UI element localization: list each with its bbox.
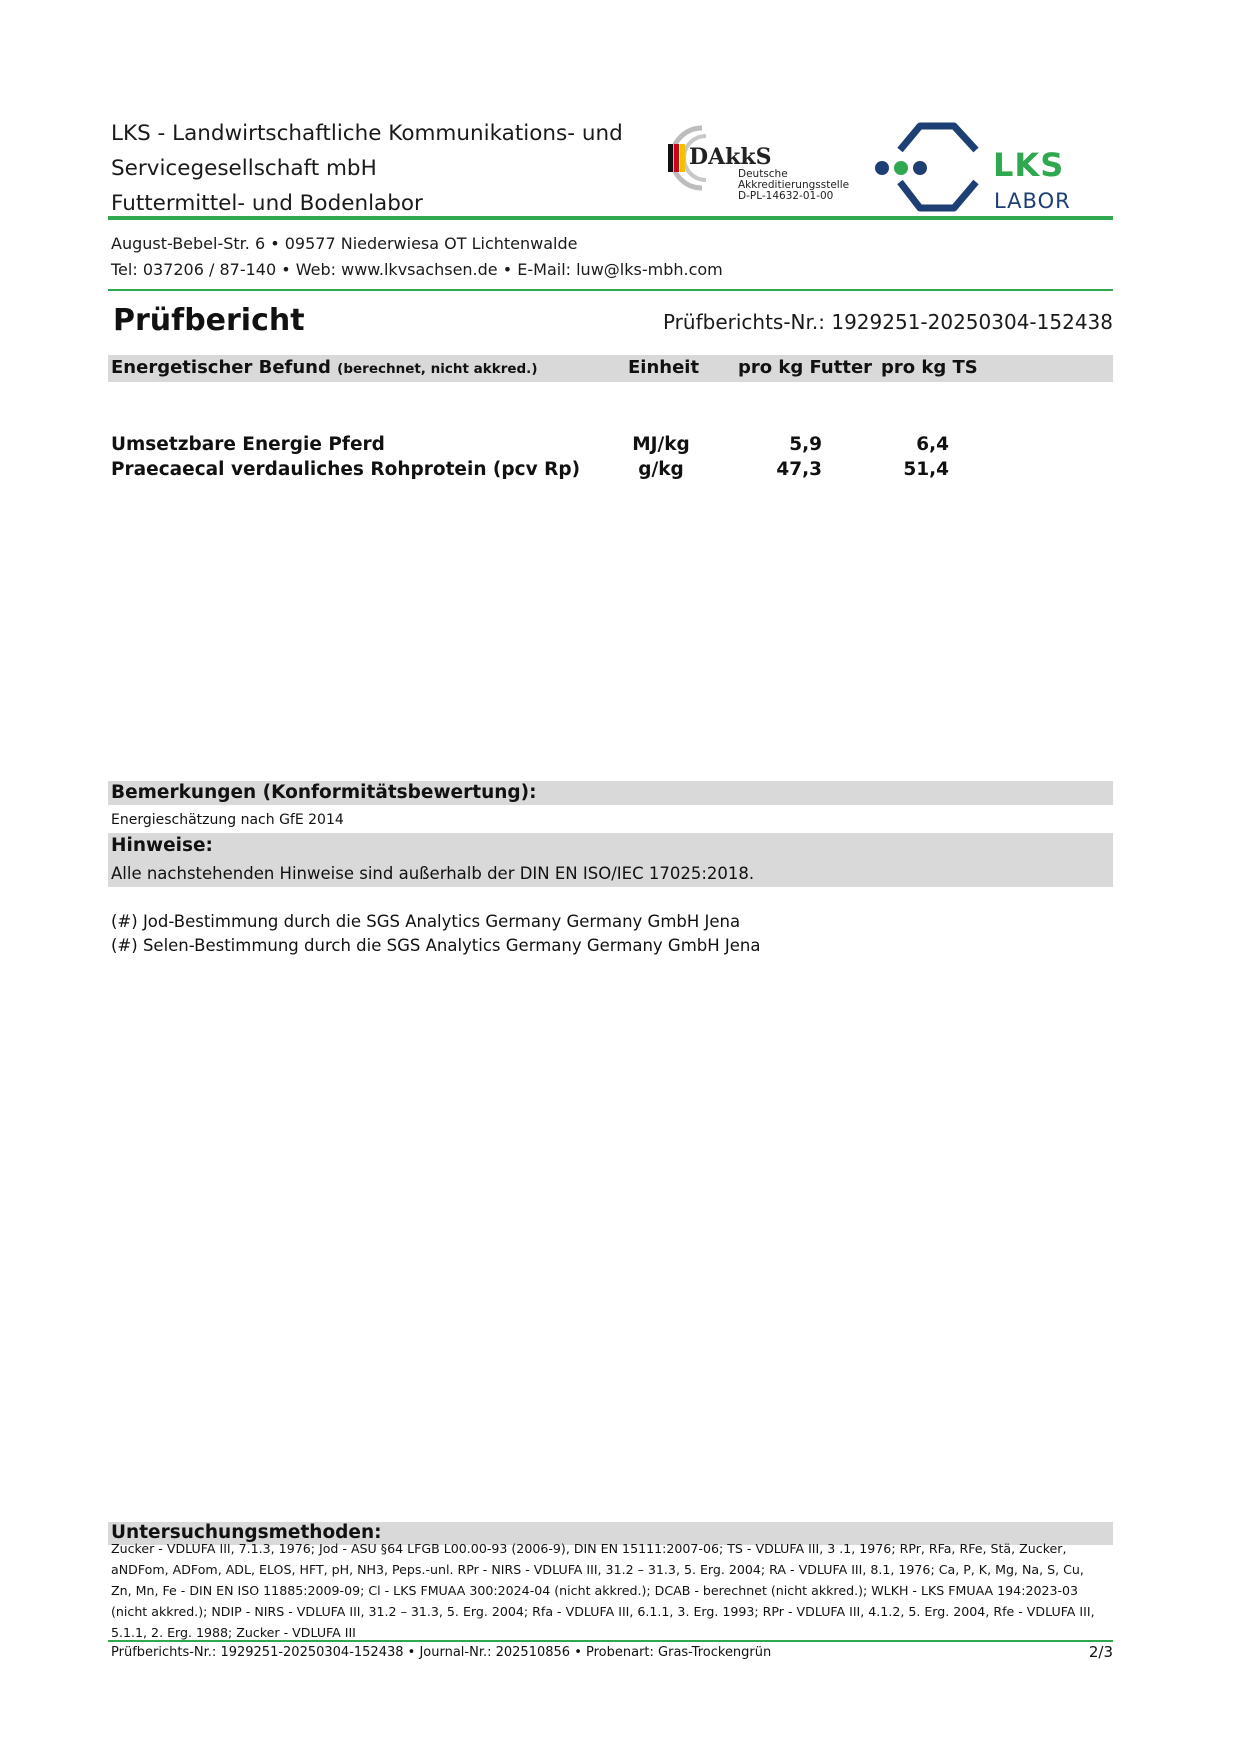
lks-labor-logo	[872, 122, 1082, 214]
remarks-title: Bemerkungen (Konformitätsbewertung):	[111, 782, 537, 803]
page-title: Prüfbericht	[113, 303, 305, 338]
dakks-name: DAkkS	[689, 144, 772, 170]
methods-title: Untersuchungsmethoden:	[111, 1522, 382, 1543]
company-name-line-2: Servicegesellschaft mbH	[111, 156, 377, 181]
lks-octagon-icon	[872, 122, 987, 214]
company-name-line-3: Futtermittel- und Bodenlabor	[111, 191, 423, 216]
table-row-unit: MJ/kg	[632, 434, 690, 455]
hint-note: (#) Selen-Bestimmung durch die SGS Analytics Germany Germany GmbH Jena	[111, 936, 761, 955]
table-row-name: Praecaecal verdauliches Rohprotein (pcv Rp)	[111, 459, 581, 480]
table-row-feed-value: 47,3	[776, 459, 822, 480]
lks-logo-text: LKS	[993, 146, 1065, 184]
dakks-line2: Akkreditierungsstelle	[738, 179, 850, 191]
column-header-feed: pro kg Futter	[738, 357, 873, 378]
table-row-ts-value: 51,4	[903, 459, 949, 480]
table-heading-note: (berechnet, nicht akkred.)	[337, 361, 538, 377]
dakks-line1: Deutsche	[738, 168, 788, 180]
footer-info: Prüfberichts-Nr.: 1929251-20250304-152438 • Journal-Nr.: 202510856 • Probenart: Gras-Trockengrün	[111, 1645, 772, 1660]
table-row-feed-value: 5,9	[789, 434, 822, 455]
contact-info: Tel: 037206 / 87-140 • Web: www.lkvsachsen.de • E-Mail: luw@lks-mbh.com	[111, 260, 723, 279]
address-divider	[108, 289, 1113, 291]
hint-note: (#) Jod-Bestimmung durch die SGS Analytics Germany Germany GmbH Jena	[111, 912, 741, 931]
address: August-Bebel-Str. 6 • 09577 Niederwiesa OT Lichtenwalde	[111, 234, 578, 253]
column-header-ts: pro kg TS	[881, 357, 978, 378]
column-header-unit: Einheit	[628, 357, 700, 378]
table-heading-label: Energetischer Befund	[111, 357, 331, 378]
labor-logo-text: LABOR	[994, 189, 1071, 213]
dakks-logo	[662, 122, 862, 202]
table-row-unit: g/kg	[638, 459, 684, 480]
page-number: 2/3	[1088, 1643, 1113, 1661]
methods-text: Zucker - VDLUFA III, 7.1.3, 1976; Jod - ASU §64 LFGB L00.00-93 (2006-9), DIN EN 15111:2007-06; TS - VDLUFA III, 3 .1, 1976; RPr, RFa, RFe, Stä, Zucker, aNDFom, ADFom, ADL, ELOS, HFT, pH, NH3, Peps.-unl. RPr - NIRS - VDLUFA III, 31.2 – 31.3, 5. Erg. 2004; RA - VDLUFA III, 8.1, 1976; Ca, P, K, Mg, Na, S, Cu, Zn, Mn, Fe - DIN EN ISO 11885:2009-09; Cl - LKS FMUAA 300:2024-04 (nicht akkred.); DCAB - berechnet (nicht akkred.); WLKH - LKS FMUAA 194:2023-03 (nicht akkred.); NDIP - NIRS - VDLUFA III, 31.2 – 31.3, 5. Erg. 2004; Rfa - VDLUFA III, 6.1.1, 3. Erg. 1993; RPr - VDLUFA III, 4.1.2, 5. Erg. 2004, Rfe - VDLUFA III, 5.1.1, 2. Erg. 1988; Zucker - VDLUFA III	[111, 1541, 1095, 1640]
header-divider	[108, 216, 1113, 220]
table-row-name: Umsetzbare Energie Pferd	[111, 434, 385, 455]
hints-text: Alle nachstehenden Hinweise sind außerhalb der DIN EN ISO/IEC 17025:2018.	[111, 864, 755, 883]
footer-divider	[108, 1640, 1113, 1642]
dakks-code: D-PL-14632-01-00	[738, 190, 834, 202]
hints-title: Hinweise:	[111, 835, 213, 856]
remarks-text: Energieschätzung nach GfE 2014	[111, 812, 344, 828]
table-heading	[111, 357, 537, 378]
report-number: Prüfberichts-Nr.: 1929251-20250304-152438	[662, 310, 1113, 334]
company-name-line-1: LKS - Landwirtschaftliche Kommunikations- und	[111, 121, 623, 146]
table-row-ts-value: 6,4	[916, 434, 949, 455]
